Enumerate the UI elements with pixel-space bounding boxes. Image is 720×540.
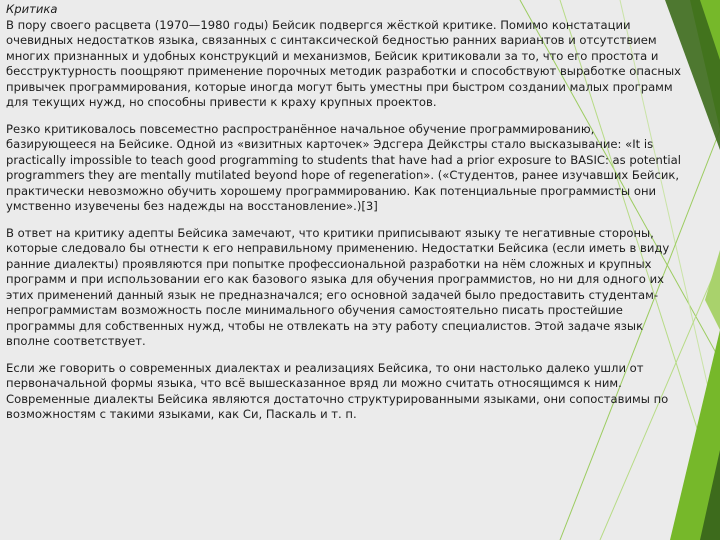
slide-heading: Критика: [6, 2, 58, 16]
paragraph-education: Резко критиковалось повсеместно распространённое начальное обучение программированию, базирующееся на Бейсике. Одной из «визитных карточек» Эдсгера Дейкстры стало высказывание: «It is practically impossible to teach good programming to students that have had a prior exposure to BASIC: as potential programmers they are mentally mutilated beyond hope of regeneration». («Студентов, ранее изучавших Бейсик, практически невозможно обучить хорошему программированию. Как потенциальные программисты они умственно изувечены без надежды на восстановление».)[3]: [6, 121, 681, 213]
paragraph-criticism: В пору своего расцвета (1970—1980 годы) Бейсик подвергся жёсткой критике. Помимо констатации очевидных недостатков языка, связанных с синтаксической бедностью ранних вариантов и отсутствием многих признанных и удобных конструкций и механизмов, Бейсик критиковали за то, что его простота и бесструктурность поощряют применение порочных методик разработки и способствуют выработке опасных привычек программирования, которые иногда могут быть уместны при быстром создании малых программ для текущих нужд, но способны привести к краху крупных проектов.: [6, 17, 681, 109]
paragraph-modern: Если же говорить о современных диалектах и реализациях Бейсика, то они настолько далеко ушли от первоначальной формы языка, что всё вышесказанное вряд ли можно считать относящимся к ним. Современные диалекты Бейсика являются достаточно структурированными языками, они сопоставимы по возможностям с такими языками, как Си, Паскаль и т. п.: [6, 360, 669, 421]
paragraph-response: В ответ на критику адепты Бейсика замечают, что критики приписывают языку те негативные стороны, которые следовало бы отнести к его неправильному применению. Недостатки Бейсика (если иметь в виду ранние диалекты) проявляются при попытке профессиональной разработки на нём сложных и крупных программ и при использовании его как базового языка для обучения программистов, но ни для одного их этих применений данный язык не предназначался; его основной задачей было предоставить студентам-непрограммистам возможность после минимального обучения самостоятельно писать простейшие программы для собственных нужд, чтобы не отвлекать на эту работу специалистов. Этой задаче язык вполне соответствует.: [6, 225, 670, 348]
slide-content: [6, 2, 686, 434]
